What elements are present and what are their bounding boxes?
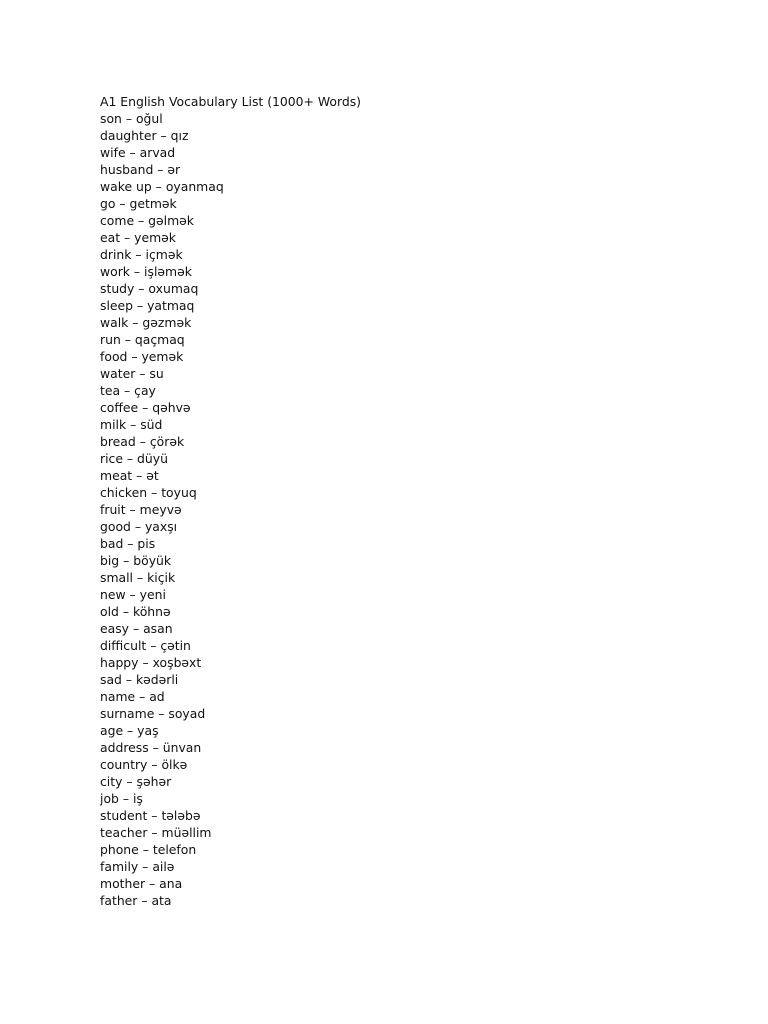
vocabulary-entry: food – yemək [100, 349, 184, 364]
vocabulary-entry: easy – asan [100, 621, 173, 636]
vocabulary-entry: happy – xoşbəxt [100, 655, 202, 670]
vocabulary-entry: family – ailə [100, 859, 175, 874]
vocabulary-entry: son – oğul [100, 111, 163, 126]
vocabulary-entry: milk – süd [100, 417, 163, 432]
vocabulary-entry: run – qaçmaq [100, 332, 185, 347]
vocabulary-entry: wife – arvad [100, 145, 176, 160]
vocabulary-entry: meat – ət [100, 468, 159, 483]
vocabulary-entry: daughter – qız [100, 128, 189, 143]
vocabulary-entry: go – getmək [100, 196, 177, 211]
vocabulary-entry: age – yaş [100, 723, 159, 738]
vocabulary-entry: eat – yemək [100, 230, 176, 245]
vocabulary-entry: big – böyük [100, 553, 172, 568]
vocabulary-entry: surname – soyad [100, 706, 206, 721]
vocabulary-entry: work – işləmək [100, 264, 192, 279]
vocabulary-entry: good – yaxşı [100, 519, 178, 534]
vocabulary-entry: small – kiçik [100, 570, 176, 585]
vocabulary-entry: drink – içmək [100, 247, 183, 262]
vocabulary-list [100, 110, 720, 909]
vocabulary-entry: rice – düyü [100, 451, 168, 466]
vocabulary-entry: name – ad [100, 689, 165, 704]
vocabulary-entry: chicken – toyuq [100, 485, 197, 500]
vocabulary-entry: husband – ər [100, 162, 181, 177]
vocabulary-entry: bread – çörək [100, 434, 185, 449]
vocabulary-entry: job – iş [100, 791, 143, 806]
vocabulary-entry: old – köhnə [100, 604, 171, 619]
vocabulary-entry: water – su [100, 366, 164, 381]
document-content [100, 93, 720, 909]
vocabulary-entry: coffee – qəhvə [100, 400, 191, 415]
document-title: A1 English Vocabulary List (1000+ Words) [100, 94, 362, 109]
vocabulary-entry: wake up – oyanmaq [100, 179, 224, 194]
vocabulary-entry: teacher – müəllim [100, 825, 212, 840]
vocabulary-entry: difficult – çətin [100, 638, 191, 653]
vocabulary-entry: walk – gəzmək [100, 315, 192, 330]
vocabulary-entry: new – yeni [100, 587, 166, 602]
vocabulary-entry: student – tələbə [100, 808, 201, 823]
vocabulary-entry: tea – çay [100, 383, 156, 398]
vocabulary-entry: country – ölkə [100, 757, 188, 772]
vocabulary-entry: study – oxumaq [100, 281, 199, 296]
vocabulary-entry: sleep – yatmaq [100, 298, 195, 313]
vocabulary-entry: father – ata [100, 893, 172, 908]
vocabulary-entry: mother – ana [100, 876, 183, 891]
vocabulary-entry: sad – kədərli [100, 672, 179, 687]
vocabulary-entry: bad – pis [100, 536, 156, 551]
vocabulary-entry: phone – telefon [100, 842, 197, 857]
vocabulary-entry: come – gəlmək [100, 213, 194, 228]
vocabulary-entry: fruit – meyvə [100, 502, 182, 517]
vocabulary-entry: address – ünvan [100, 740, 202, 755]
vocabulary-entry: city – şəhər [100, 774, 172, 789]
